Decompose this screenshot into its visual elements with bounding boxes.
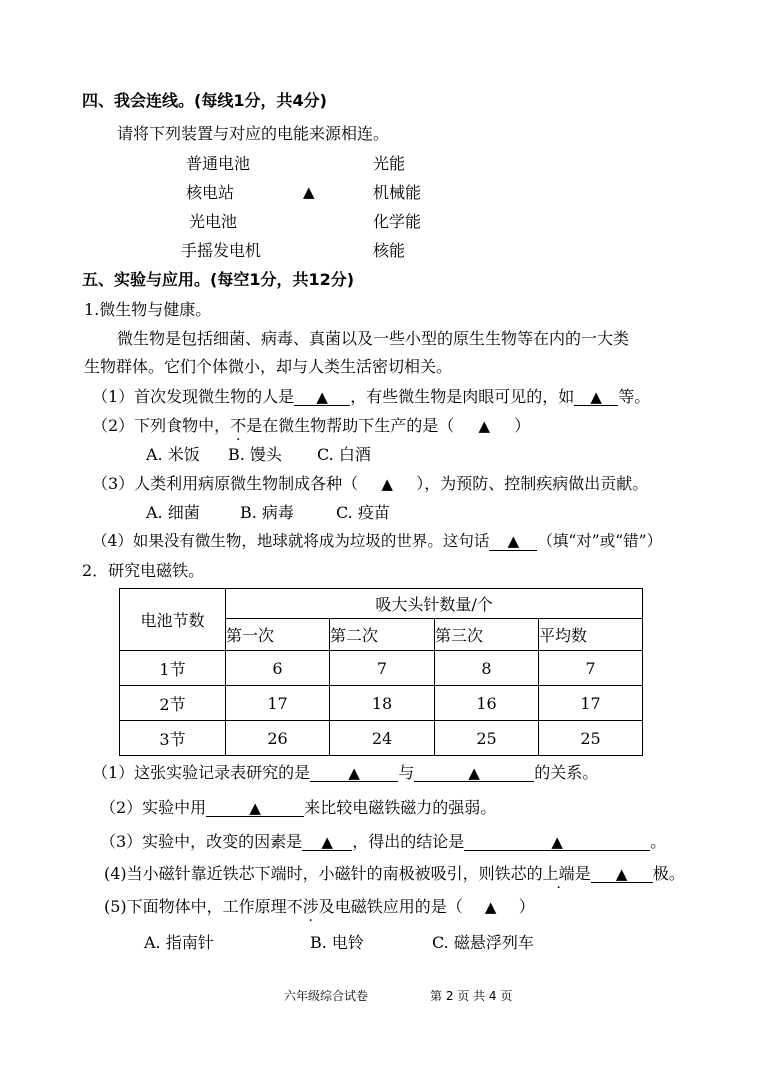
column-header: 第一次 xyxy=(226,619,330,651)
intro-text: 微生物是包括细菌、病毒、真菌以及一些小型的原生生物等在内的一大类 xyxy=(117,329,630,348)
page-number: 第 2 页 共 4 页 xyxy=(430,989,513,1003)
column-header: 第二次 xyxy=(330,619,435,651)
table-cell: 18 xyxy=(330,686,435,721)
option-a: A. 米饭 xyxy=(146,445,200,464)
row-label: 2节 xyxy=(120,686,226,721)
table-cell: 25 xyxy=(539,721,643,756)
answer-marker: ▲ xyxy=(303,183,315,201)
device-item: 手摇发电机 xyxy=(181,241,262,260)
answer-blank[interactable]: ▲ xyxy=(294,389,350,406)
table-row xyxy=(120,686,643,721)
sub-question-3: （3）人类利用病原微生物制成各种（ ▲ ），为预防、控制疾病做出贡献。 xyxy=(92,474,649,493)
answer-blank[interactable]: ▲ xyxy=(206,800,304,817)
table-cell: 25 xyxy=(435,721,539,756)
table-cell: 16 xyxy=(435,686,539,721)
column-header: 第三次 xyxy=(435,619,539,651)
sub-question-1: （1）首次发现微生物的人是 ▲ ，有些微生物是肉眼可见的，如 ▲ 等。 xyxy=(92,387,651,406)
section-4-instruction: 请将下列装置与对应的电能来源相连。 xyxy=(117,124,390,143)
table-group-header: 吸大头针数量/个 xyxy=(226,589,643,619)
energy-source-item: 化学能 xyxy=(373,212,422,231)
answer-blank[interactable]: ▲ xyxy=(464,834,650,851)
footer-title: 六年级综合试卷 xyxy=(284,989,369,1003)
experiment-record-table xyxy=(119,588,643,756)
answer-blank[interactable]: ▲ xyxy=(414,765,534,782)
table-cell: 24 xyxy=(330,721,435,756)
question-heading: 2．研究电磁铁。 xyxy=(82,561,205,580)
sub-question-1: （1）这张实验记录表研究的是 ▲ 与 ▲ 的关系。 xyxy=(92,763,599,782)
answer-blank[interactable]: ▲ xyxy=(591,866,653,883)
device-item: 普通电池 xyxy=(186,154,251,173)
intro-text: 生物群体。它们个体微小，却与人类生活密切相关。 xyxy=(84,357,453,376)
option-b: B. 电铃 xyxy=(310,933,364,952)
option-a: A. 指南针 xyxy=(144,933,214,952)
table-cell: 6 xyxy=(226,651,330,686)
table-cell: 7 xyxy=(539,651,643,686)
answer-slot[interactable]: ▲ xyxy=(381,475,393,493)
energy-source-item: 机械能 xyxy=(373,183,422,202)
sub-question-3: （3）实验中，改变的因素是 ▲ ，得出的结论是 ▲ 。 xyxy=(100,832,667,851)
option-c: C. 疫苗 xyxy=(336,503,390,522)
table-row xyxy=(120,721,643,756)
answer-slot[interactable]: ▲ xyxy=(478,417,490,435)
sub-question-5: (5)下面物体中，工作原理不涉及电磁铁应用的是（ ▲ ） xyxy=(104,897,535,916)
energy-source-item: 核能 xyxy=(373,241,406,260)
row-label: 3节 xyxy=(120,721,226,756)
option-c: C. 磁悬浮列车 xyxy=(432,933,534,952)
section-5-title: 五、实验与应用。(每空1分，共12分) xyxy=(82,270,355,289)
table-cell: 17 xyxy=(539,686,643,721)
table-row xyxy=(120,651,643,686)
section-4-title: 四、我会连线。(每线1分，共4分) xyxy=(82,91,327,110)
energy-source-item: 光能 xyxy=(373,154,406,173)
question-heading: 1.微生物与健康。 xyxy=(84,300,212,319)
answer-blank[interactable]: ▲ xyxy=(310,765,398,782)
device-item: 光电池 xyxy=(189,212,238,231)
table-cell: 17 xyxy=(226,686,330,721)
sub-question-2: （2）实验中用 ▲ 来比较电磁铁磁力的强弱。 xyxy=(100,798,497,817)
sub-question-4: （4）如果没有微生物，地球就将成为垃圾的世界。这句话 ▲ （填“对”或“错”） xyxy=(92,532,663,550)
table-cell: 8 xyxy=(435,651,539,686)
answer-blank[interactable]: ▲ xyxy=(302,834,352,851)
answer-blank[interactable]: ▲ xyxy=(489,534,537,551)
option-b: B. 病毒 xyxy=(240,503,294,522)
option-b: B. 馒头 xyxy=(228,445,282,464)
device-item: 核电站 xyxy=(186,183,235,202)
column-header: 平均数 xyxy=(539,619,643,651)
answer-slot[interactable]: ▲ xyxy=(484,898,497,916)
sub-question-2: （2）下列食物中，不是在微生物帮助下生产的是（ ▲ ） xyxy=(92,416,531,435)
table-row-header: 电池节数 xyxy=(120,589,226,651)
option-a: A. 细菌 xyxy=(146,503,200,522)
row-label: 1节 xyxy=(120,651,226,686)
option-c: C. 白酒 xyxy=(317,445,371,464)
table-cell: 26 xyxy=(226,721,330,756)
table-cell: 7 xyxy=(330,651,435,686)
answer-blank[interactable]: ▲ xyxy=(574,389,618,406)
sub-question-4: (4)当小磁针靠近铁芯下端时，小磁针的南极被吸引，则铁芯的上端是 ▲ 极。 xyxy=(104,864,685,883)
